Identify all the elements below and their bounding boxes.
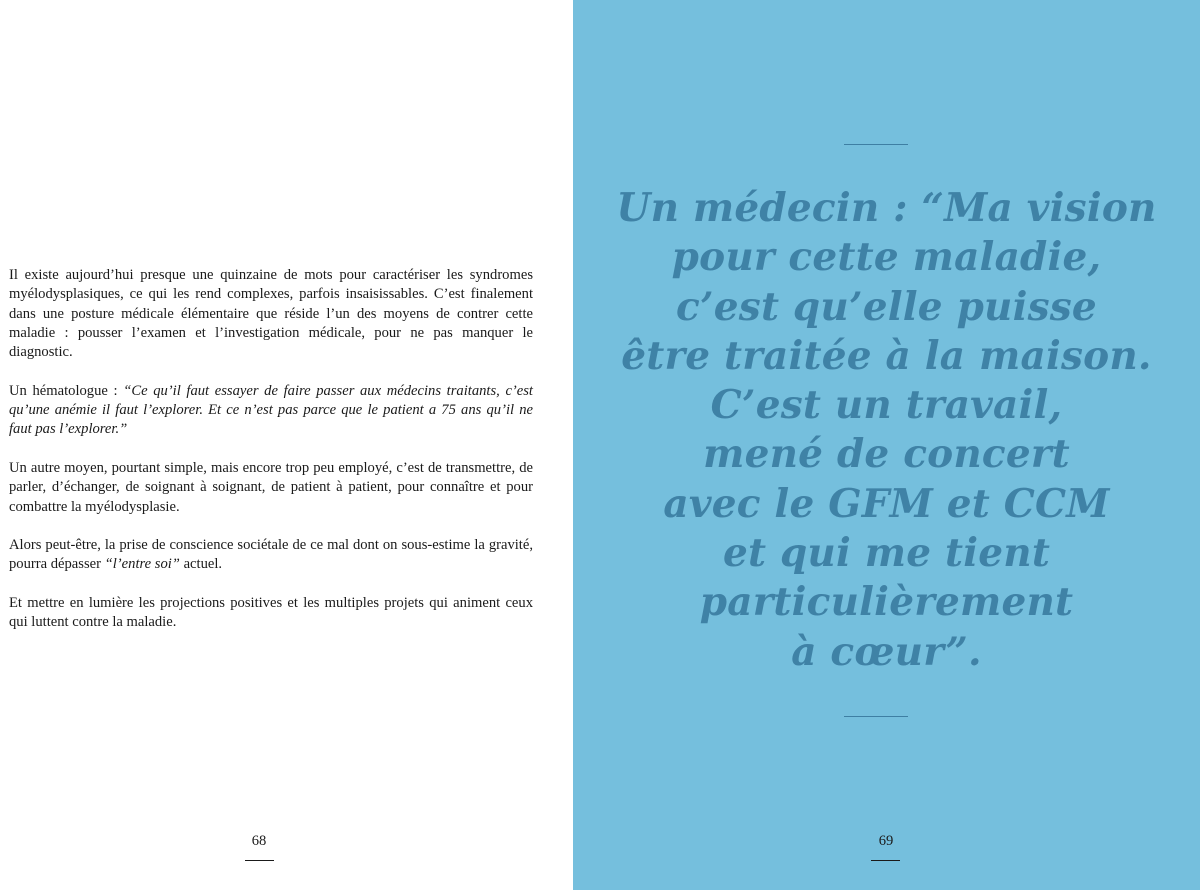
paragraph-text: actuel. [179,556,223,573]
quote-line: particulièrement [699,579,1074,626]
paragraph-text: Alors peut-être, la prise de conscience sociétale de ce mal dont on sous-estime la gravité, pourra dépasser [9,537,533,573]
quote-bottom-rule [844,716,908,717]
paragraph-text: Il existe aujourd’hui presque une quinzaine de mots pour caractériser les syndromes myélodysplasiques, ce qui les rend complexes, parfois insaisissables. C’est finalement dans une posture médicale élémentaire que réside l’un des moyens de contrer cette maladie : pousser l’examen et l’investigation médicale, pour ne pas manquer le diagnostic. [9,267,533,361]
body-paragraph [9,536,533,575]
right-page [573,0,1200,890]
body-paragraph [9,266,533,362]
pull-quote [573,184,1200,677]
quote-line: Un médecin : “Ma vision [616,185,1157,231]
page-number-rule-right [871,860,900,861]
paragraph-text: Un autre moyen, pourtant simple, mais encore trop peu employé, c’est de transmettre, de parler, d’échanger, de soignant à soignant, de patient à patient, pour connaître et pour combattre la myélodysplasie. [9,459,533,515]
quote-line: pour cette maladie, [671,234,1102,281]
quote-line: à cœur”. [791,628,982,675]
body-text [9,266,533,652]
body-paragraph [9,459,533,517]
quote-line: être traitée à la maison. [621,332,1152,379]
page-number-rule-left [245,860,274,861]
body-paragraph [9,594,533,633]
quote-line: avec le GFM et CCM [663,480,1110,527]
quote-top-rule [844,144,908,145]
left-page [0,0,573,890]
quote-line: mené de concert [703,431,1070,478]
quote-line: c’est qu’elle puisse [676,283,1097,330]
quote-line: et qui me tient [722,530,1051,577]
quote-line: C’est un travail, [710,382,1063,429]
page-number-right: 69 [878,833,894,849]
body-paragraph [9,382,533,440]
paragraph-text: Un hématologue : [9,382,124,399]
paragraph-text: Et mettre en lumière les projections positives et les multiples projets qui animent ceux qui luttent contre la maladie. [9,595,533,631]
quoted-text: “Ce qu’il faut essayer de faire passer aux médecins traitants, c’est qu’une anémie il faut l’explorer. Et ce n’est pas parce que le patient a 75 ans qu’il ne faut pas l’explorer.” [9,382,533,438]
quoted-text: “l’entre soi” [104,556,180,573]
page-number-left: 68 [251,833,267,849]
